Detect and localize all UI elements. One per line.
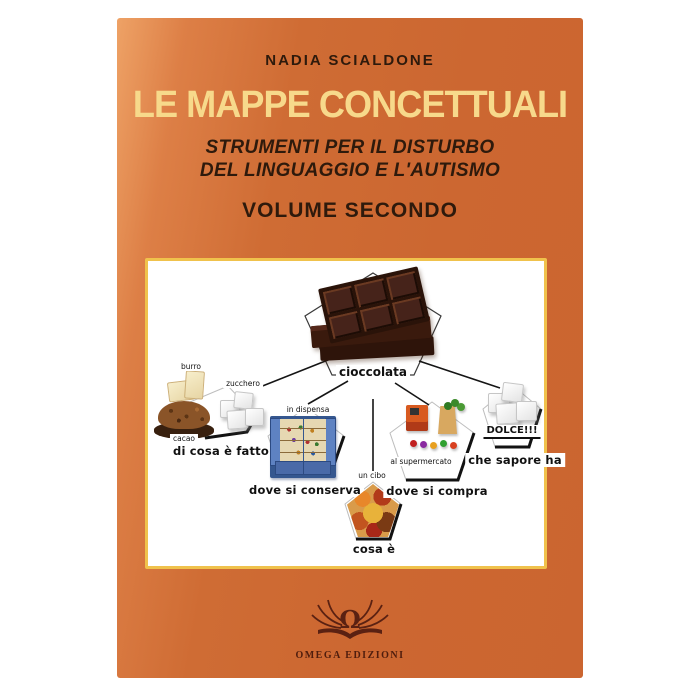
node-question-what: cosa è xyxy=(350,542,398,556)
book-subtitle xyxy=(117,136,583,182)
publisher-name: OMEGA EDIZIONI xyxy=(295,650,405,661)
link-stored xyxy=(308,381,348,404)
author-name: NADIA SCIALDONE xyxy=(265,52,435,69)
chocolate-bar-stack-image xyxy=(306,277,440,367)
ingredient-label-cacao: cacao xyxy=(170,434,198,443)
node-question-made-of: di cosa è fatto xyxy=(170,444,272,458)
node-answer-bought: al supermercato xyxy=(387,457,454,466)
omega-logo xyxy=(308,596,392,644)
book-cover xyxy=(117,18,583,678)
center-node-label: cioccolata xyxy=(336,365,410,379)
node-question-taste: che sapore ha xyxy=(465,453,565,467)
sugar-cubes-image xyxy=(484,383,540,429)
node-question-bought: dove si compra xyxy=(383,484,490,498)
node-question-stored: dove si conserva xyxy=(246,483,364,497)
publisher-logo-block xyxy=(117,596,583,661)
sugar-cubes-image xyxy=(218,392,268,434)
node-answer-stored: in dispensa xyxy=(284,405,333,414)
subtitle-line-1: STRUMENTI PER IL DISTURBO xyxy=(205,137,495,158)
node-answer-what: un cibo xyxy=(355,471,388,480)
butter-blocks-image xyxy=(168,369,208,403)
volume-label: VOLUME SECONDO xyxy=(242,199,458,222)
concept-map-panel xyxy=(145,258,562,569)
supermarket-goods-image xyxy=(405,397,465,451)
pantry-cabinet-image xyxy=(270,416,336,478)
omega-symbol: Ω xyxy=(339,605,361,634)
subtitle-line-2: DEL LINGUAGGIO E L'AUTISMO xyxy=(199,160,501,181)
ingredient-label-zucchero: zucchero xyxy=(223,379,263,388)
concept-map xyxy=(148,261,562,566)
ingredient-label-burro: burro xyxy=(178,362,204,371)
node-answer-taste: DOLCE!!! xyxy=(483,425,540,439)
book-title: LE MAPPE CONCETTUALI xyxy=(132,84,568,126)
